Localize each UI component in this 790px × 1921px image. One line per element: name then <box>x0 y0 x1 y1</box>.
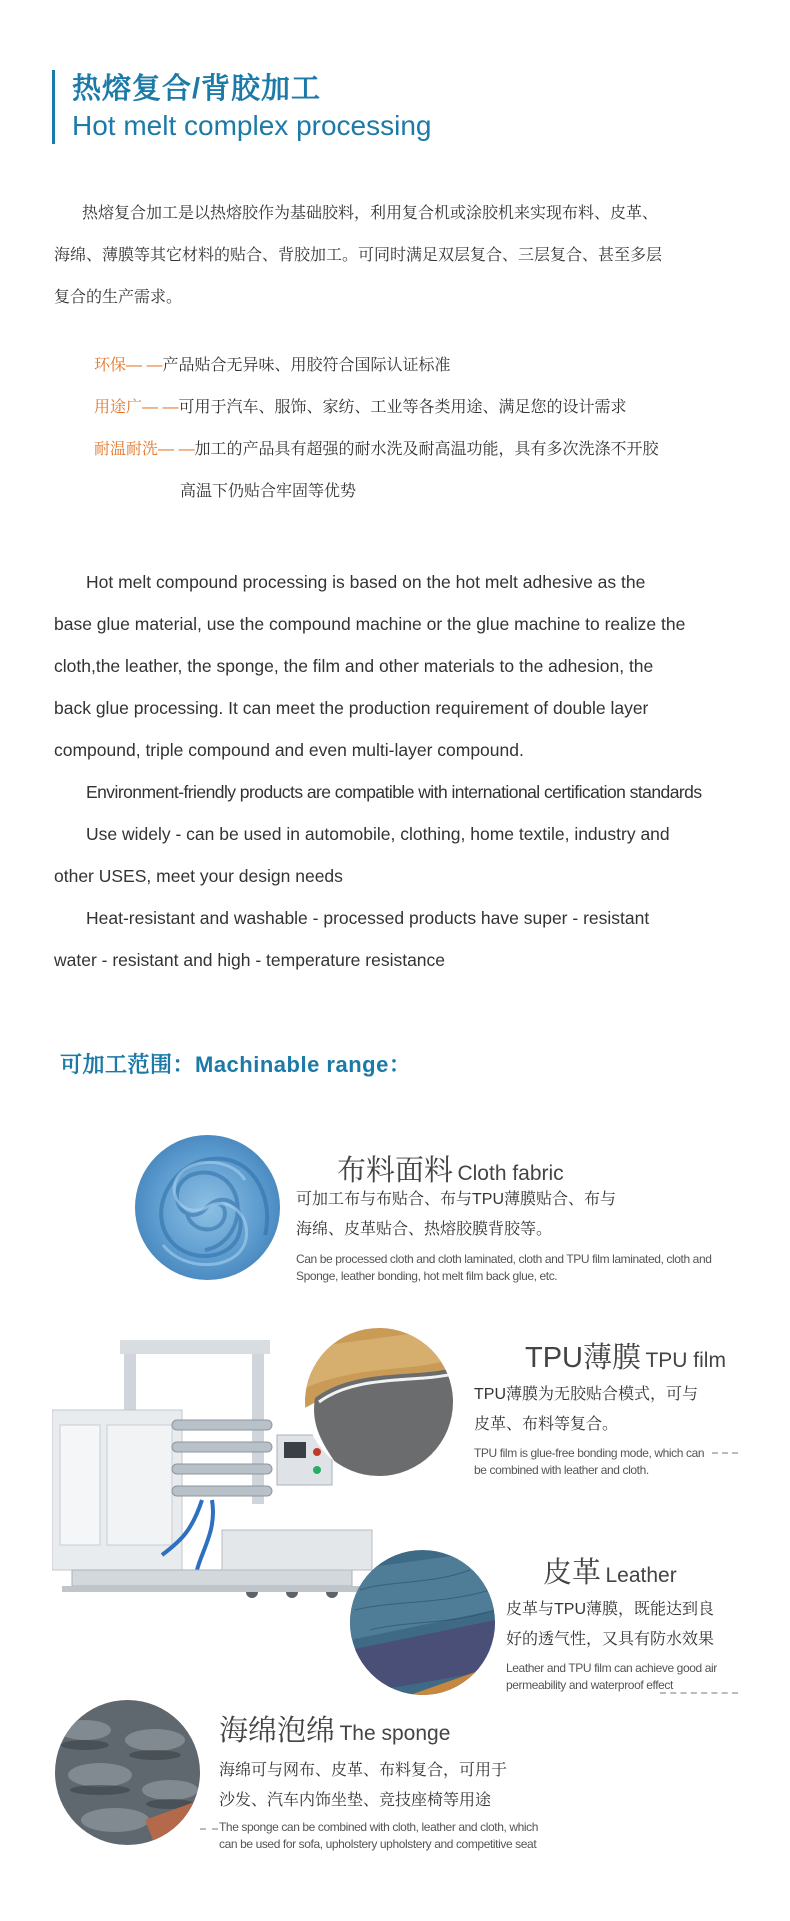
intro-en-line: other USES, meet your design needs <box>54 866 343 886</box>
machinable-range-title: 可加工范围：Machinable range： <box>60 1052 412 1077</box>
sponge-title: 海绵泡绵 The sponge <box>219 1715 451 1747</box>
intro-en-line: Heat-resistant and washable - processed products have super - resistant <box>86 908 650 928</box>
intro-en-line: back glue processing. It can meet the production requirement of double layer <box>54 698 649 718</box>
feature-key: 环保— — <box>94 357 163 374</box>
cloth-fabric-image <box>135 1135 280 1280</box>
feature-item <box>94 429 658 471</box>
leather-title: 皮革 Leather <box>543 1557 677 1589</box>
intro-cn-line: 复合的生产需求。 <box>54 289 183 306</box>
cloth-fabric-title: 布料面料 Cloth fabric <box>337 1155 564 1187</box>
divider <box>200 1828 218 1830</box>
divider <box>712 1452 738 1454</box>
tpu-film-desc-en: TPU film is glue-free bonding mode, which can be combined with leather and cloth. <box>474 1446 705 1477</box>
sponge-image <box>55 1700 200 1845</box>
feature-item <box>94 345 450 387</box>
intro-cn-paragraph <box>54 193 744 319</box>
intro-en-line: compound, triple compound and even multi-layer compound. <box>54 740 524 760</box>
sponge-desc-cn: 海绵可与网布、皮革、布料复合，可用于 沙发、汽车内饰坐垫、竞技座椅等用途 <box>219 1762 508 1809</box>
intro-cn-line: 海绵、薄膜等其它材料的贴合、背胶加工。可同时满足双层复合、三层复合、甚至多层 <box>54 247 663 264</box>
feature-key: 耐温耐洗— — <box>94 441 195 458</box>
intro-en-paragraph <box>54 561 754 981</box>
divider <box>660 1692 738 1694</box>
intro-cn-line: 热熔复合加工是以热熔胶作为基础胶料，利用复合机或涂胶机来实现布料、皮革、 <box>82 205 659 222</box>
title-accent-bar <box>52 70 55 144</box>
intro-en-line: Hot melt compound processing is based on the hot melt adhesive as the <box>86 572 646 592</box>
tpu-film-title: TPU薄膜 TPU film <box>525 1342 726 1374</box>
feature-item <box>94 387 626 429</box>
intro-en-line: cloth,the leather, the sponge, the film and other materials to the adhesion, the <box>54 656 654 676</box>
feature-text: 加工的产品具有超强的耐水洗及耐高温功能，具有多次洗涤不开胶 <box>194 441 659 458</box>
intro-en-line: Use widely - can be used in automobile, clothing, home textile, industry and <box>86 824 670 844</box>
intro-en-line: base glue material, use the compound machine or the glue machine to realize the <box>54 614 686 634</box>
feature-key: 用途广— — <box>94 399 179 416</box>
cloth-fabric-desc-cn: 可加工布与布贴合、布与TPU薄膜贴合、布与 海绵、皮革贴合、热熔胶膜背胶等。 <box>296 1191 617 1238</box>
cloth-fabric-desc-en: Can be processed cloth and cloth laminated, cloth and TPU film laminated, cloth and Sponge, leather bonding, hot melt film back glue, etc. <box>296 1252 712 1283</box>
page-title-cn: 热熔复合/背胶加工 <box>72 73 322 105</box>
leather-desc-cn: 皮革与TPU薄膜，既能达到良 好的透气性，又具有防水效果 <box>506 1601 715 1648</box>
feature-text: 产品贴合无异味、用胶符合国际认证标准 <box>162 357 451 374</box>
intro-en-line: Environment-friendly products are compatible with international certification standards <box>86 782 702 802</box>
leather-desc-en: Leather and TPU film can achieve good air permeability and waterproof effect <box>506 1661 717 1692</box>
feature-text-continued: 高温下仍贴合牢固等优势 <box>180 483 357 500</box>
page-title-en: Hot melt complex processing <box>72 110 432 141</box>
tpu-film-image <box>305 1328 453 1476</box>
feature-text: 可用于汽车、服饰、家纺、工业等各类用途、满足您的设计需求 <box>178 399 627 416</box>
intro-en-line: water - resistant and high - temperature resistance <box>54 950 446 970</box>
sponge-desc-en: The sponge can be combined with cloth, leather and cloth, which can be used for sofa, upholstery upholstery and competitive seat <box>219 1820 539 1851</box>
tpu-film-desc-cn: TPU薄膜为无胶贴合模式，可与 皮革、布料等复合。 <box>474 1386 699 1433</box>
leather-image <box>350 1550 495 1695</box>
